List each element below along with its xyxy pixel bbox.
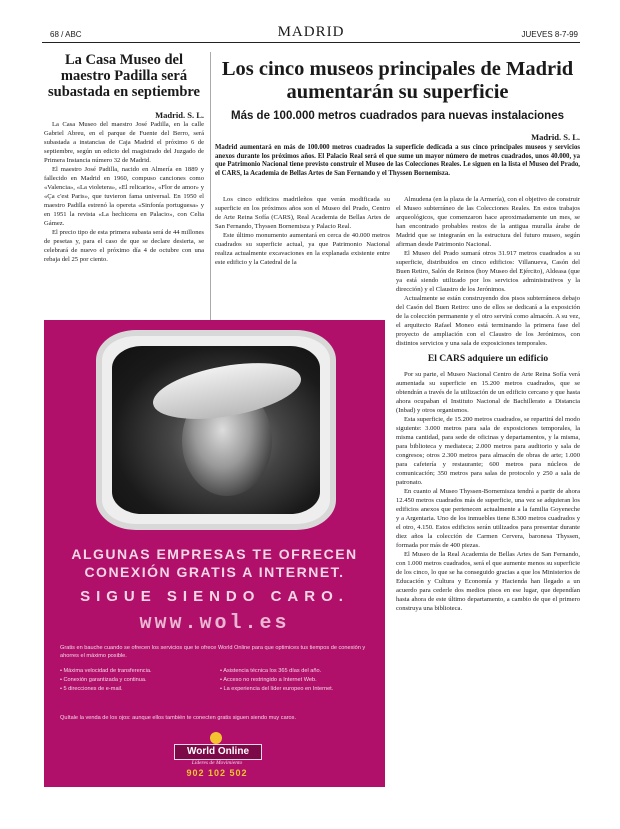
left-article: [44, 52, 204, 264]
ad-bullets-right: [220, 667, 380, 694]
ad-headline-2: CONEXIÓN GRATIS A INTERNET.: [84, 564, 345, 580]
ad-intro: Gratis en bauche cuando se ofrecen los servicios que te ofrece World Online para que optimices tus tiempos de conexión y ahorres el máximo posible.: [60, 645, 366, 659]
ad-footer: Quítale la venda de los ojos: aunque ellos también te conecten gratis siguen siendo muy caros.: [60, 715, 297, 721]
logo-dot-icon: [210, 732, 222, 744]
paragraph: Los cinco edificios madrileños que verán modificada su superficie en los próximos años son el Museo del Prado, Centro de Arte Reina Sofía (CARS), Real Academia de Bellas Artes de San Fernando, Thyssen Bornemisza y Palacio Real.: [215, 196, 390, 230]
paragraph: El maestro José Padilla, nacido en Almería en 1889 y fallecido en Madrid en 1960, compuso canciones como «Valencia», «La violetera», «El relicario», «Flor de amor» y «Ça c'est Paris», que tuvieron fama universal. En 1950 el maestro Padilla estrenó la opereta «Sinfonía portuguesa» y en 1951 la revista «La hechicera en Palacio», con Celia Gámez.: [44, 166, 204, 227]
page-number: 68 / ABC: [50, 30, 82, 39]
left-article-byline: Madrid. S. L.: [155, 110, 204, 120]
paragraph: El precio tipo de esta primera subasta será de 44 millones de pesetas y, para el caso de que se declare desierta, se celebrará de nuevo el próximo día 4 de octubre con una rebaja del 25 por ciento.: [44, 229, 204, 263]
logo-tagline: Líderes de Movimiento: [191, 760, 243, 766]
ad-bullet: • Acceso no restringido a Internet Web.: [220, 677, 317, 683]
main-subheadline: Más de 100.000 metros cuadrados para nuevas instalaciones: [230, 110, 565, 122]
world-online-logo: [168, 732, 266, 782]
paragraph: La Casa Museo del maestro José Padilla, en la calle Gabriel Abreu, en el parque de Fuente del Berro, será subastada a instancias de Caja Madrid el próximo 6 de septiembre, según un edicto del magistrado del Juzgado de Primera Instancia número 32 de Madrid.: [44, 121, 204, 164]
main-article-column-2: [396, 195, 580, 613]
left-article-title: La Casa Museo del maestro Padilla será subastada en septiembre: [48, 52, 200, 100]
paragraph: Esta superficie, de 15.200 metros cuadrados, se repartirá del modo siguiente: 3.000 metros para sala de exposiciones temporales, la misma cantidad, para sede de oficinas y departamentos, y la misma, para biblioteca y mediateca; 2.000 metros para auditorio y sala de congresos; otros 2.300 metros para almacén de obras de arte; 1.000 para cafetería y restaurante; 600 metros para núcleos de comunicación; 350 metros para salas de protocolo y 250 a sala de patronato.: [396, 416, 580, 486]
ad-bullet: • Asistencia técnica los 365 días del año.: [220, 668, 322, 674]
issue-date: JUEVES 8-7-99: [521, 30, 578, 39]
paragraph: En cuanto al Museo Thyssen-Bornemisza tendrá a partir de ahora 12.450 metros cuadrados más de superficie, una vez se adquieran los edificios anexos que pertenecen actualmente a la familia Goyeneche y a Argentaria. Uno de los inmuebles tiene 8.300 metros cuadrados y el otro, 4.150. Estos edificios serán utilizados para presentar durante diez años la colección de Carmen Cervera, baronesa Thyssen, formada por más de 400 piezas.: [396, 488, 580, 549]
paragraph: El Museo del Prado sumará otros 31.917 metros cuadrados a su superficie, distribuidos en cinco edificios: Villanueva, Casón del Buen Retiro, Salón de Reinos (hoy Museo del Ejército), Aldeasa (que ya está siendo utilizado por los servicios administrativos y la dirección) y el Claustro de los Jerónimos.: [396, 250, 580, 293]
ad-bullet: • 5 direcciones de e-mail.: [60, 686, 123, 692]
lead-paragraph: Madrid aumentará en más de 100.000 metros cuadrados la superficie dedicada a sus cinco principales museos y servicios anexos durante los próximos años. El Palacio Real será el que sume un mayor número de metros cuadrados, unos 40.000, ya que Patrimonio Nacional tiene previsto construir el Museo de las Colecciones Reales. Le siguen en la lista el Museo del Prado, el CARS, la Academia de Bellas Artes de San Fernando y el Thyssen Bornemisza.: [215, 144, 580, 177]
paragraph: Actualmente se están construyendo dos pisos subterráneos debajo del Casón del Buen Retiro: uno de ellos se dedicará a la exposición de la colección permanente y el otro servirá como almacén. A su vez, el arquitecto Rafael Moneo está terminando la primera fase del proyecto de ampliación con el Claustro de los Jerónimos, con distintos servicios y una sala de exposiciones temporales.: [396, 295, 580, 347]
main-headline: Los cinco museos principales de Madrid aumentarán su superficie: [221, 58, 574, 103]
paragraph: El Museo de la Real Academia de Bellas Artes de San Fernando, con 1.000 metros cuadrados, será el que aumente menos su superficie de los cinco, lo que se ha conseguido gracias a que los Ministerios de Educación y Cultura y Economía y Hacienda han llegado a un acuerdo para cederle dos medios pisos en ese lugar, que dependían hasta ahora de este último departamento, a cambio de que el primero construya una biblioteca.: [396, 551, 580, 612]
main-article-column-1: [215, 195, 390, 267]
paragraph: Almudena (en la plaza de la Armería), con el objetivo de construir el Museo subterráneo de las Colecciones Reales. En estos trabajos arqueológicos, que comenzaron hace aproximadamente un mes, se han encontrado probables restos de la antigua muralla árabe de Madrid que se integrarán en la estructura del futuro museo, según afirman desde Patrimonio Nacional.: [396, 196, 580, 248]
tv-screen: [112, 346, 320, 514]
paragraph: Este último monumento aumentará en cerca de 40.000 metros cuadrados su superficie actual, ya que Patrimonio Nacional realiza actualmente excavaciones en la explanada existente entre este edificio y la Catedral de la: [215, 232, 390, 266]
section-title: MADRID: [277, 24, 345, 40]
cars-subheading: El CARS adquiere un edificio: [427, 354, 549, 364]
ad-phone: 902 102 502: [186, 768, 248, 778]
ad-headline-1: ALGUNAS EMPRESAS TE OFRECEN: [71, 546, 358, 562]
logo-brand: World Online: [174, 744, 262, 760]
ad-headline-3: SIGUE SIENDO CARO.: [80, 588, 349, 605]
main-byline: Madrid. S. L.: [531, 132, 580, 142]
tv-image: [96, 330, 336, 530]
ad-url: www.wol.es: [139, 612, 290, 635]
left-article-body: [44, 120, 204, 264]
paragraph: Por su parte, el Museo Nacional Centro de Arte Reina Sofía verá aumentada su superficie en 15.200 metros cuadrados, que se obtendrán a través de la utilización de un edificio cercano y que hasta ahora ocupaban el Instituto Nacional de Bachillerato a Distancia (Inbad) y otros organismos.: [396, 371, 580, 414]
page-header: [42, 24, 580, 43]
ad-bullet: • Máxima velocidad de transferencia.: [60, 668, 152, 674]
advertisement: [44, 320, 385, 787]
ad-bullet: • Conexión garantizada y continua.: [60, 677, 147, 683]
column-divider: [210, 52, 211, 322]
ad-bullet: • La experiencia del líder europeo en Internet.: [220, 686, 334, 692]
ad-bullets-left: [60, 667, 210, 694]
